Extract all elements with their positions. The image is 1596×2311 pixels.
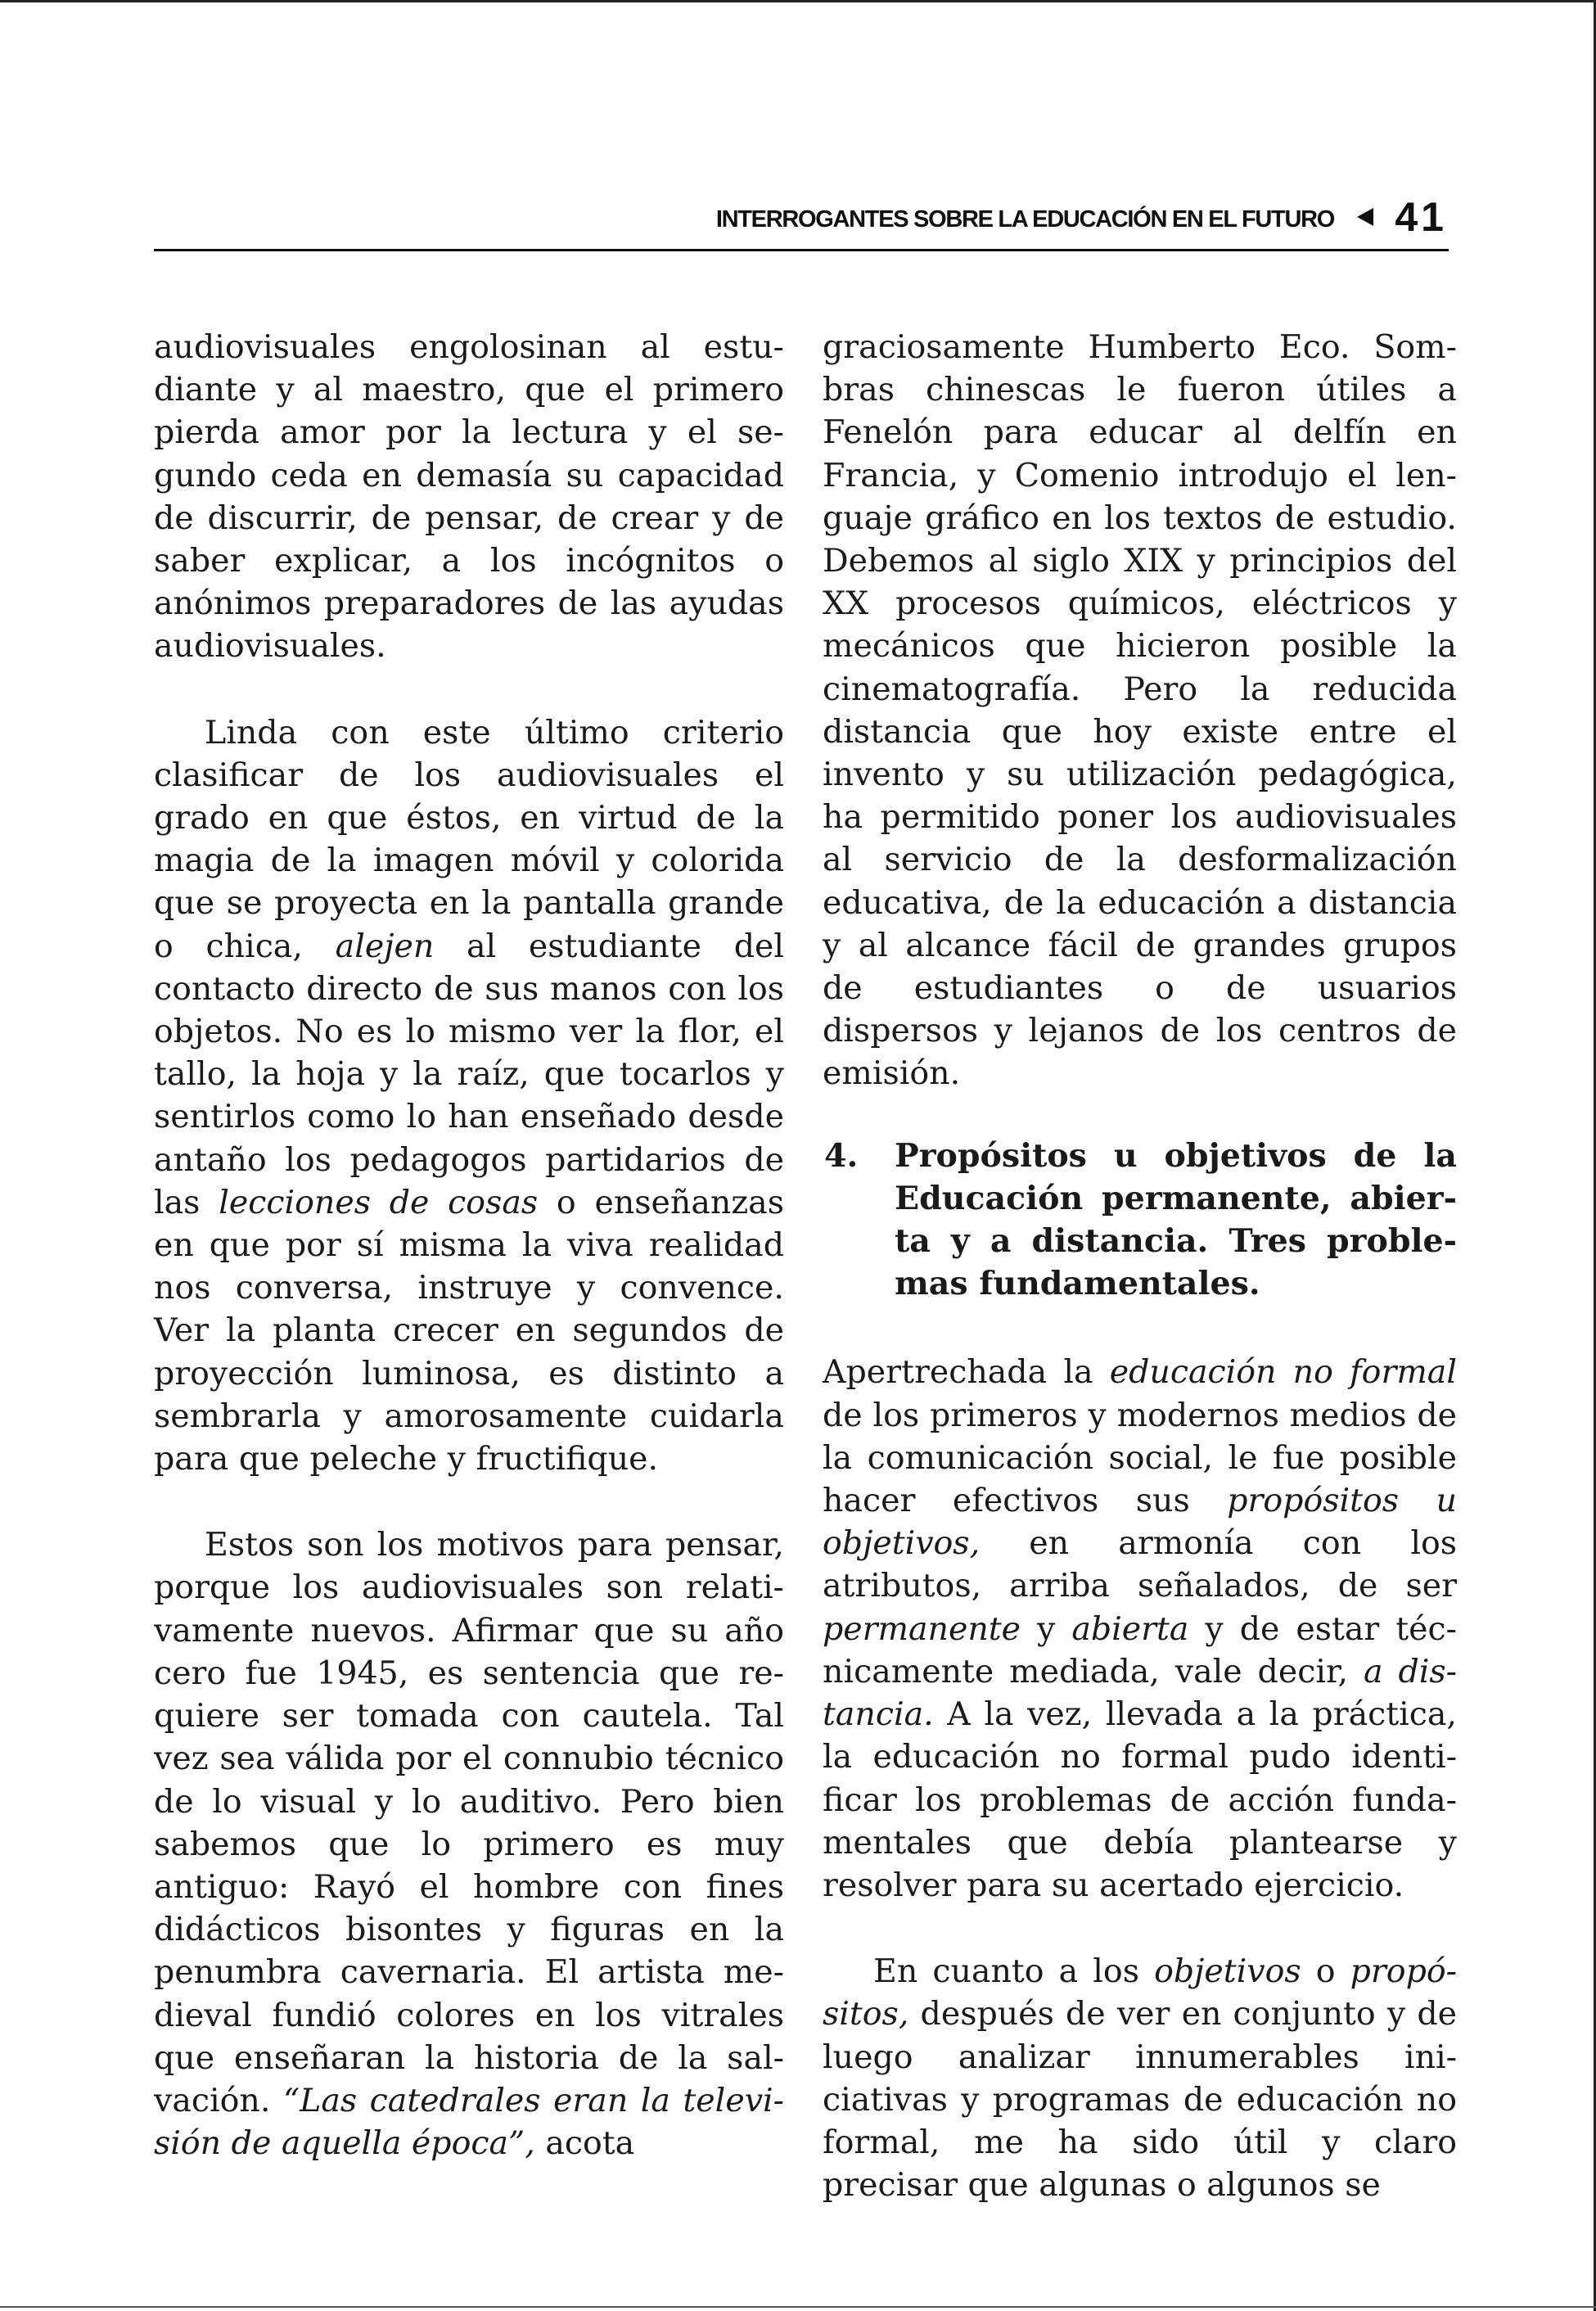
text-run: después de ver en conjunto y de luego analizar innumerables iniciativas y programas de educación no formal, me ha sido útil y claro precisar que algunas o algunos se <box>823 1995 1457 2205</box>
section-number: 4. <box>824 1136 859 1175</box>
text-run: en armonía con los atributos, arriba señalados, de ser <box>823 1524 1457 1605</box>
text-run: En cuanto a los <box>873 1952 1155 1991</box>
italic-propositos-u-objetivos: propósitos u objetivos, <box>823 1482 1457 1563</box>
italic-permanente: permanente <box>823 1609 1021 1648</box>
paragraph-continuation: audiovisuales engolosinan al estudiante y al maestro, que el primero pierda amor por la lectura y el segundo ceda en demasía su capacidad de discurrir, de pensar, de crear y de saber explicar, a los incógnitos o anónimos preparadores de las ayudas audiovisuales. <box>154 328 784 666</box>
italic-alejen: alejen <box>335 927 435 965</box>
text-run: de los primeros y modernos medios de la comunicación social, le fue posible hacer efectivos sus <box>823 1396 1457 1520</box>
text-run: Estos son los motivos para pensar, porque los audiovisuales son relativamente nuevos. Afirmar que su año cero fue 1945, es sentencia que requiere ser tomada con cautela. Tal vez sea válida por el connubio técnico de lo visual y lo auditivo. Pero bien sabemos que lo primero es muy antiguo: Rayó el hombre con fines didácticos bisontes y figuras en la penumbra cavernaria. El artista medieval fundió colores en los vitrales que enseñaran la historia de la salvación. <box>154 1526 784 2119</box>
page-edge-top <box>0 0 1596 2</box>
italic-objetivos: objetivos <box>1154 1952 1301 1991</box>
section-title: Propósitos u objetivos de la Educación permanente, abierta y a distancia. Tres problemas fundamentales. <box>895 1136 1457 1303</box>
italic-abierta: abierta <box>1071 1609 1189 1648</box>
running-title: INTERROGANTES SOBRE LA EDUCACIÓN EN EL FUTURO <box>715 206 1334 232</box>
text-run: o <box>1301 1952 1350 1991</box>
text-run: A la vez, llevada a la práctica, la educación no formal pudo identificar los problemas de acción fundamentales que debía plantearse y resolver para su acertado ejercicio. <box>823 1695 1457 1904</box>
text-run: o enseñanzas en que por sí misma la viva realidad nos conversa, instruye y convence. Ver la planta crecer en segundos de proyección luminosa, es distinto a sembrarla y amorosamente cuidarla para que peleche y fructifique. <box>154 1183 784 1478</box>
section-heading <box>823 1135 1457 1306</box>
right-column <box>823 326 1457 2206</box>
running-header <box>154 190 1449 247</box>
paragraph-estos <box>154 1523 784 2164</box>
text-run: acota <box>534 2124 635 2163</box>
page-number: 41 <box>1395 194 1447 240</box>
italic-educacion-no-formal: educación no formal <box>1109 1353 1457 1392</box>
italic-quote-catedrales: “Las catedrales eran la televisión de aquella época”, <box>154 2081 784 2163</box>
paragraph-apertrechada <box>823 1351 1457 1907</box>
text-run: Apertrechada la <box>823 1353 1110 1392</box>
paragraph-en-cuanto <box>823 1950 1457 2206</box>
italic-a-distancia: a distancia. <box>823 1652 1457 1734</box>
paragraph-graciosamente: graciosamente Humberto Eco. Sombras chinescas le fueron útiles a Fenelón para educar al delfín en Francia, y Comenio introdujo el lenguaje gráfico en los textos de estudio. Debemos al siglo XIX y principios del XX procesos químicos, eléctricos y mecánicos que hicieron posible la cinematografía. Pero la reducida distancia que hoy existe entre el invento y su utilización pedagógica, ha permitido poner los audiovisuales al servicio de la desformalización educativa, de la educación a distancia y al alcance fácil de grandes grupos de estudiantes o de usuarios dispersos y lejanos de los centros de emisión. <box>823 328 1457 1093</box>
page-edge-bottom <box>0 2306 1596 2308</box>
text-run: al estudiante del contacto directo de sus manos con los objetos. No es lo mismo ver la flor, el tallo, la hoja y la raíz, que tocarlos y sentirlos como lo han enseñado desde antaño los pedagogos partidarios de las <box>154 927 784 1221</box>
paragraph-linda <box>154 711 784 1481</box>
text-run: y <box>1021 1609 1072 1648</box>
italic-lecciones-de-cosas: lecciones de cosas <box>219 1183 539 1221</box>
left-triangle-icon <box>1357 208 1373 226</box>
header-rule <box>154 249 1449 251</box>
text-run: Linda con este último criterio clasificar de los audiovisuales el grado en que éstos, en virtud de la magia de la imagen móvil y colorida que se proyecta en la pantalla grande o chica, <box>154 713 784 965</box>
text-run: y de estar técnicamente mediada, vale decir, <box>823 1609 1457 1690</box>
italic-propositos: propósitos, <box>823 1952 1457 2033</box>
left-column <box>154 326 784 2164</box>
